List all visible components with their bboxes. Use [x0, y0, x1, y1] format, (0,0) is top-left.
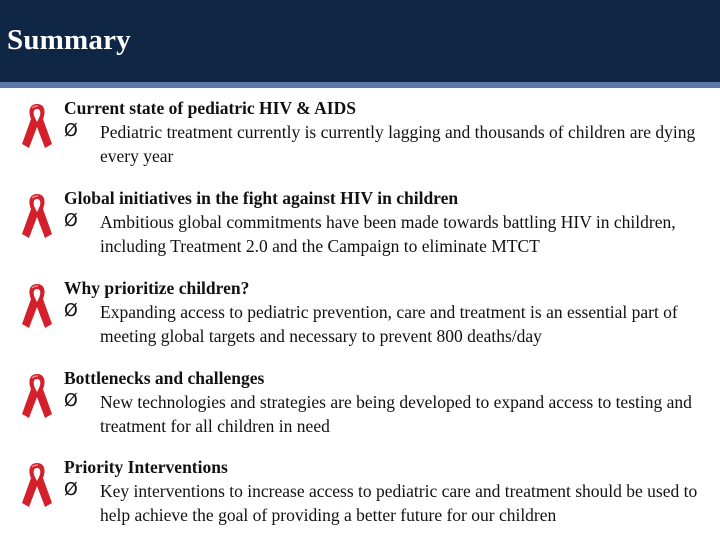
section-heading: Global initiatives in the fight against HIV in children: [64, 188, 459, 208]
red-ribbon-icon: [20, 459, 54, 509]
red-ribbon-icon: [20, 280, 54, 330]
header-divider: [0, 82, 720, 88]
red-ribbon-icon: [20, 370, 54, 420]
summary-section: [0, 98, 720, 184]
summary-section: [0, 457, 720, 543]
arrow-bullet-icon: Ø: [64, 480, 78, 500]
arrow-bullet-icon: Ø: [64, 211, 78, 231]
section-text: Key interventions to increase access to pediatric care and treatment should be used to help achieve the goal of providing a better future for our children: [100, 481, 698, 525]
section-text: Expanding access to pediatric prevention, care and treatment is an essential part of meeting global targets and necessary to prevent 800 deaths/day: [100, 302, 678, 346]
red-ribbon-icon: [20, 100, 54, 150]
arrow-bullet-icon: Ø: [64, 391, 78, 411]
section-heading: Why prioritize children?: [64, 278, 250, 298]
section-heading: Current state of pediatric HIV & AIDS: [64, 98, 356, 118]
slide-header: [0, 0, 720, 82]
slide-title: Summary: [7, 24, 131, 56]
arrow-bullet-icon: Ø: [64, 121, 78, 141]
summary-section: [0, 278, 720, 364]
section-heading: Priority Interventions: [64, 457, 228, 477]
arrow-bullet-icon: Ø: [64, 301, 78, 321]
red-ribbon-icon: [20, 190, 54, 240]
section-text: New technologies and strategies are being developed to expand access to testing and treatment for all children in need: [100, 392, 692, 436]
section-heading: Bottlenecks and challenges: [64, 368, 265, 388]
section-text: Ambitious global commitments have been made towards battling HIV in children, including Treatment 2.0 and the Campaign to eliminate MTCT: [100, 212, 676, 256]
summary-section: [0, 368, 720, 454]
section-text: Pediatric treatment currently is currently lagging and thousands of children are dying every year: [100, 122, 696, 166]
summary-section: [0, 188, 720, 274]
